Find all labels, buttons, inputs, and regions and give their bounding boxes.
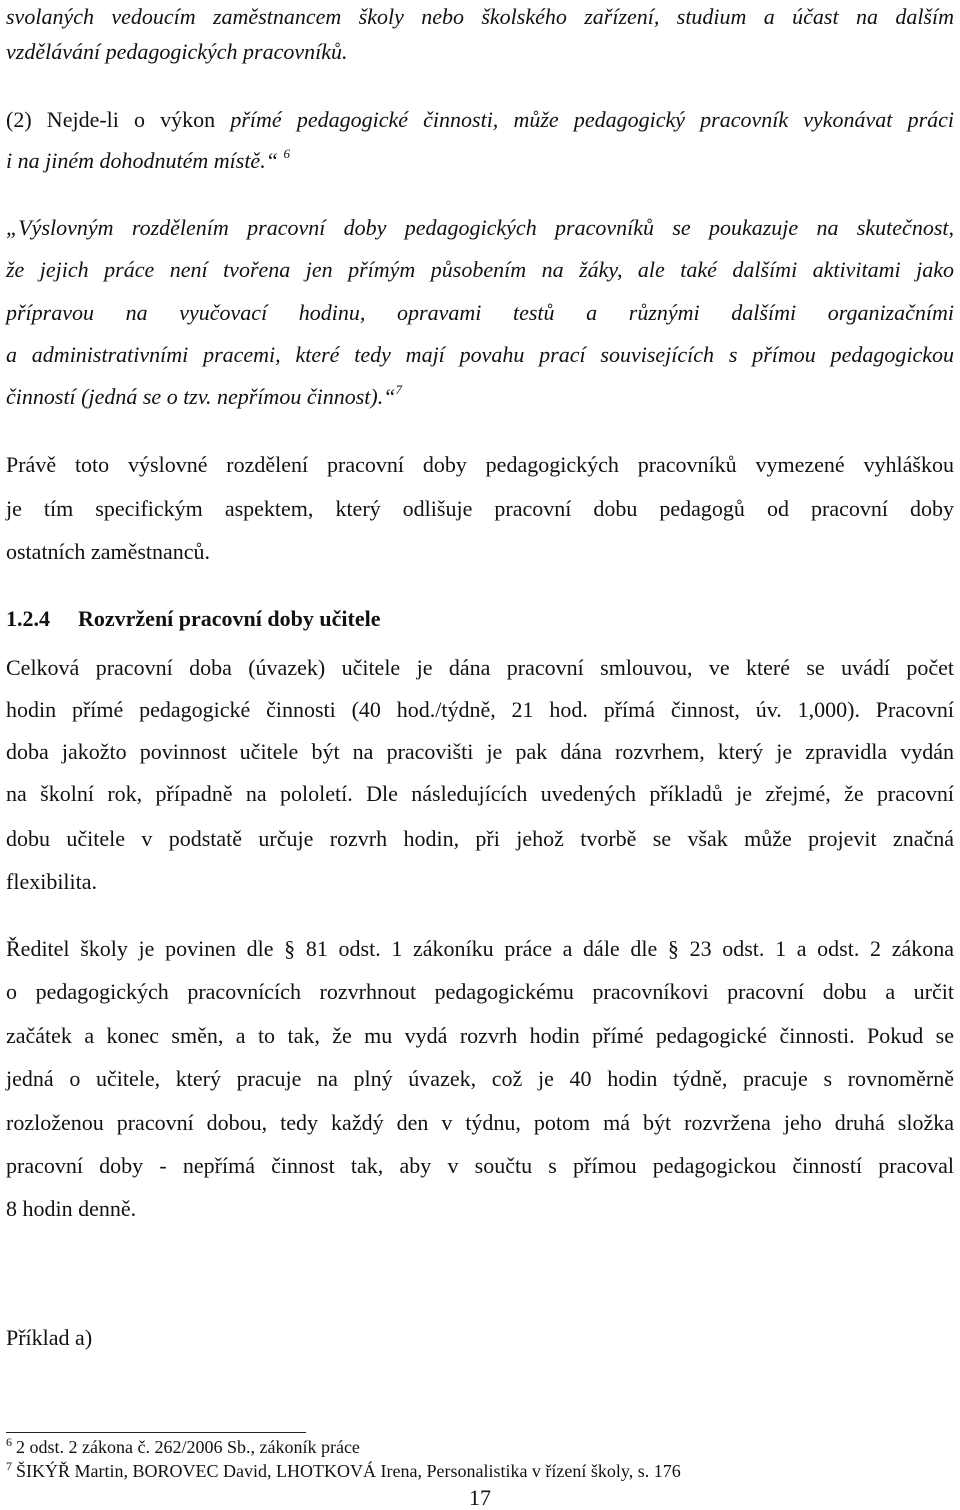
footnote-mark: 7 xyxy=(6,1459,12,1473)
section-heading xyxy=(6,606,954,632)
text-line: doba jakožto povinnost učitele být na pracovišti je pak dána rozvrhem, který je zpravidla vydán xyxy=(6,739,954,764)
text-line xyxy=(6,107,954,133)
quote-line: že jejich práce není tvořena jen přímým působením na žáky, ale také dalšími aktivitami jako xyxy=(6,257,954,282)
footnote-separator xyxy=(6,1432,306,1433)
text-line: pracovní doby - nepřímá činnost tak, aby v součtu s přímou pedagogickou činností pracoval xyxy=(6,1153,954,1178)
text-line: o pedagogických pracovnících rozvrhnout pedagogickému pracovníkovi pracovní dobu a určit xyxy=(6,979,954,1004)
text-run: “ xyxy=(383,384,396,409)
text-line xyxy=(6,148,954,177)
text-line: ostatních zaměstnanců. xyxy=(6,539,211,564)
text-run: (2) Nejde-li o výkon xyxy=(6,107,231,132)
text-line: rozloženou pracovní dobou, tedy každý den v týdnu, potom má být rozvržena jeho druhá složka xyxy=(6,1110,954,1135)
section-number: 1.2.4 xyxy=(6,606,50,631)
footnote-ref: 7 xyxy=(395,382,402,397)
text-line: Celková pracovní doba (úvazek) učitele je dána pracovní smlouvou, ve které se uvádí počet xyxy=(6,655,954,680)
footnote-ref: 6 xyxy=(283,146,290,161)
text-run: i na jiném dohodnutém místě. xyxy=(6,148,266,173)
example-label: Příklad a) xyxy=(6,1325,93,1350)
text-line: flexibilita. xyxy=(6,869,98,894)
text-line: začátek a konec směn, a to tak, že mu vydá rozvrh hodin přímé pedagogické činnosti. Pokud se xyxy=(6,1023,954,1048)
text-line: na školní rok, případně na pololetí. Dle následujících uvedených příkladů je zřejmé, že pracovní xyxy=(6,781,954,806)
page-number: 17 xyxy=(469,1485,491,1510)
footnote-text: 2 odst. 2 zákona č. 262/2006 Sb., zákoník práce xyxy=(16,1437,360,1457)
footnote-text: ŠIKÝŘ Martin, BOROVEC David, LHOTKOVÁ Irena, Personalistika v řízení školy, s. 176 xyxy=(16,1461,681,1481)
text-line: vzdělávání pedagogických pracovníků. xyxy=(6,39,348,64)
footnote-mark: 6 xyxy=(6,1435,12,1449)
footnote xyxy=(6,1436,954,1460)
section-title: Rozvržení pracovní doby učitele xyxy=(78,606,381,631)
text-line: dobu učitele v podstatě určuje rozvrh hodin, při jehož tvorbě se však může projevit značná xyxy=(6,826,954,851)
text-line: je tím specifickým aspektem, který odlišuje pracovní dobu pedagogů od pracovní doby xyxy=(6,496,954,521)
text-run: činností (jedná se o tzv. nepřímou činnost). xyxy=(6,384,384,409)
quote-line: přípravou na vyučovací hodinu, opravami testů a různými dalšími organizačními xyxy=(6,300,954,325)
quote-line xyxy=(6,384,954,413)
text-run: “ xyxy=(265,148,278,173)
text-line: Ředitel školy je povinen dle § 81 odst. 1 zákoníku práce a dále dle § 23 odst. 1 a odst. 2 zákona xyxy=(6,936,954,961)
text-line: Právě toto výslovné rozdělení pracovní doby pedagogických pracovníků vymezené vyhláškou xyxy=(6,452,954,477)
text-line: 8 hodin denně. xyxy=(6,1196,137,1221)
text-run: přímé pedagogické činnosti, může pedagogický pracovník vykonávat práci xyxy=(230,107,955,132)
quote-line: „Výslovným rozdělením pracovní doby pedagogických pracovníků se poukazuje na skutečnost, xyxy=(6,215,954,240)
text-line: svolaných vedoucím zaměstnancem školy nebo školského zařízení, studium a účast na dalším xyxy=(6,4,954,29)
text-line: jedná o učitele, který pracuje na plný úvazek, což je 40 hodin týdně, pracuje s rovnoměrně xyxy=(6,1066,954,1091)
text-line: hodin přímé pedagogické činnosti (40 hod./týdně, 21 hod. přímá činnost, úv. 1,000). Pracovní xyxy=(6,697,954,722)
quote-line: a administrativními pracemi, které tedy mají povahu prací souvisejících s přímou pedagogickou xyxy=(6,342,954,367)
footnote xyxy=(6,1460,954,1484)
